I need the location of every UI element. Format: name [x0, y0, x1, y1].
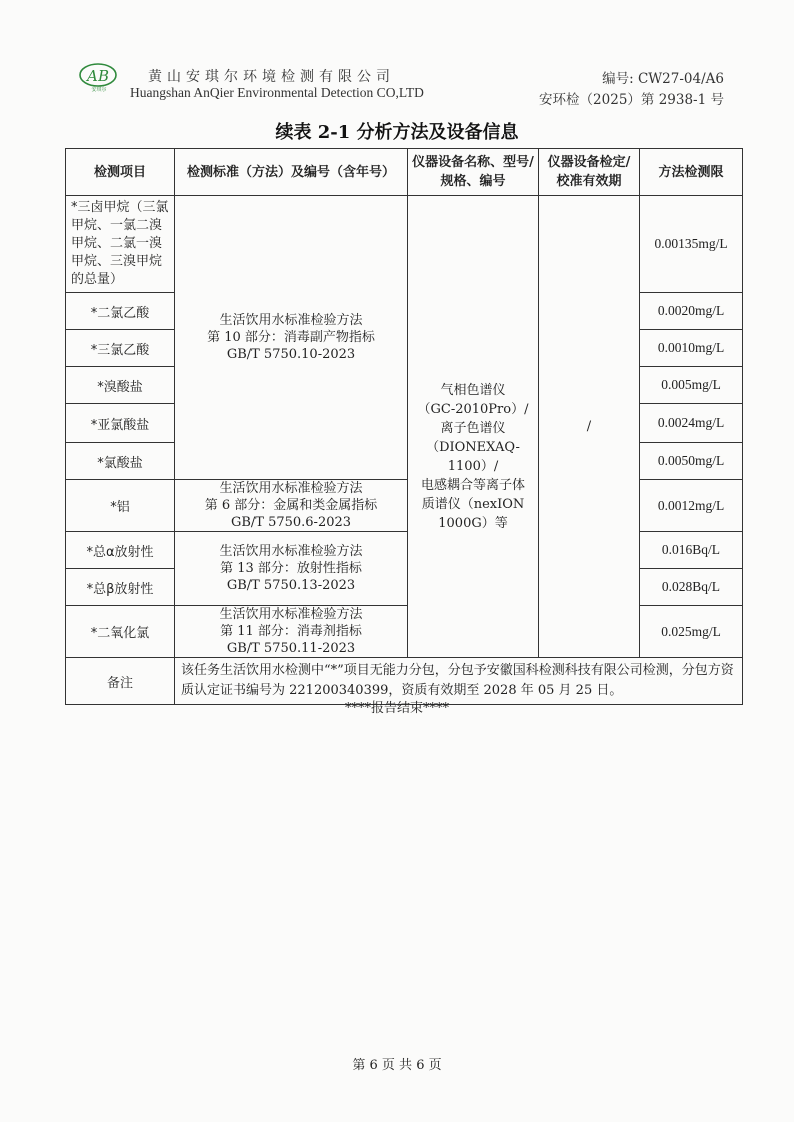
limit-cell: 0.028Bq/L	[640, 569, 743, 606]
item-cell: *总α放射性	[66, 532, 175, 569]
table-row	[66, 480, 743, 532]
limit-cell: 0.016Bq/L	[640, 532, 743, 569]
instrument-cell: 气相色谱仪 （GC-2010Pro）/ 离子色谱仪 （DIONEXAQ- 1100）/ 电感耦合等离子体 质谱仪（nexION 1000G）等	[408, 196, 539, 658]
header-limit: 方法检测限	[640, 149, 743, 196]
table-header-row	[66, 149, 743, 196]
limit-cell: 0.0020mg/L	[640, 293, 743, 330]
standard-cell: 生活饮用水标准检验方法 第 6 部分：金属和类金属指标 GB/T 5750.6-2023	[175, 480, 408, 532]
limit-cell: 0.0010mg/L	[640, 330, 743, 367]
standard-cell: 生活饮用水标准检验方法 第 11 部分：消毒剂指标 GB/T 5750.11-2023	[175, 606, 408, 658]
company-name-en: Huangshan AnQier Environmental Detection CO,LTD	[130, 85, 424, 100]
item-cell: *三卤甲烷（三氯甲烷、一氯二溴甲烷、二氯一溴甲烷、三溴甲烷的总量）	[66, 196, 175, 293]
table-row	[66, 532, 743, 569]
report-number: 安环检（2025）第 2938-1 号	[539, 92, 724, 108]
remark-label: 备注	[66, 658, 175, 705]
item-cell: *铝	[66, 480, 175, 532]
limit-cell: 0.0024mg/L	[640, 404, 743, 443]
table-title: 续表 2-1 分析方法及设备信息	[275, 122, 519, 143]
calibration-cell: /	[539, 196, 640, 658]
limit-cell: 0.0050mg/L	[640, 443, 743, 480]
svg-text:A: A	[87, 67, 98, 85]
company-logo	[78, 62, 120, 92]
table-row	[66, 606, 743, 658]
limit-cell: 0.0012mg/L	[640, 480, 743, 532]
svg-text:B: B	[98, 67, 110, 85]
item-cell: *氯酸盐	[66, 443, 175, 480]
svg-text:安琪尔: 安琪尔	[91, 87, 107, 92]
limit-cell: 0.00135mg/L	[640, 196, 743, 293]
header-standard: 检测标准（方法）及编号（含年号）	[175, 149, 408, 196]
analysis-method-table	[65, 148, 743, 705]
remark-text: 该任务生活饮用水检测中“*”项目无能力分包，分包予安徽国科检测科技有限公司检测，分包方资质认定证书编号为 221200340399，资质有效期至 2028 年 05 月 25 日。	[175, 658, 743, 705]
item-cell: *二氯乙酸	[66, 293, 175, 330]
limit-cell: 0.005mg/L	[640, 367, 743, 404]
item-cell: *总β放射性	[66, 569, 175, 606]
header-item: 检测项目	[66, 149, 175, 196]
standard-cell: 生活饮用水标准检验方法 第 10 部分：消毒副产物指标 GB/T 5750.10-2023	[175, 196, 408, 480]
item-cell: *溴酸盐	[66, 367, 175, 404]
standard-cell: 生活饮用水标准检验方法 第 13 部分：放射性指标 GB/T 5750.13-2023	[175, 532, 408, 606]
header-instrument: 仪器设备名称、型号/规格、编号	[408, 149, 539, 196]
limit-cell: 0.025mg/L	[640, 606, 743, 658]
document-number: 编号: CW27-04/A6	[602, 71, 724, 87]
item-cell: *二氧化氯	[66, 606, 175, 658]
header-calibration: 仪器设备检定/校准有效期	[539, 149, 640, 196]
company-name-cn: 黄山安琪尔环境检测有限公司	[148, 69, 395, 85]
item-cell: *三氯乙酸	[66, 330, 175, 367]
item-cell: *亚氯酸盐	[66, 404, 175, 443]
page-number: 第 6 页 共 6 页	[352, 1058, 442, 1073]
table-row	[66, 196, 743, 293]
report-end-marker: ****报告结束****	[344, 701, 449, 716]
